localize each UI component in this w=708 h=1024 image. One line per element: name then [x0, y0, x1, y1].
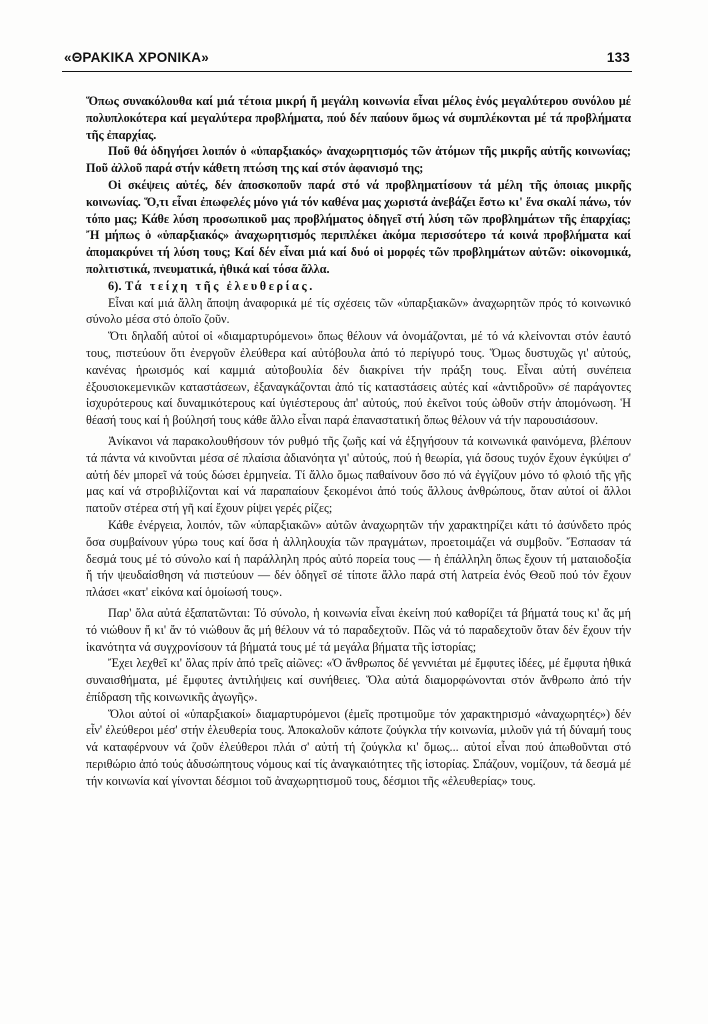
header-rule — [62, 71, 632, 72]
paragraph-10: Ὅλοι αὐτοί οἱ «ὑπαρξιακοί» διαμαρτυρόμενοι (ἐμεῖς προτιμοῦμε τόν χαρακτηρισμό «ἀναχωρητές») δέν εἶν' ἐλεύθεροι μέσ' στήν ἐλευθερία τους. Ἀποκαλοῦν κάποτε ζούγκλα τήν κοινωνία, μιλοῦν γιά τή δύναμή τους νά καταφέρνουν νά ζοῦν ἐλεύθεροι πλάι σ' αὐτή τή ζούγκλα κι' ὅμως... αὐτοί εἶναι πού ἀπωθοῦνται στό περιθώριο ἀπό τούς ἀδυσώπητους νόμους καί τίς ἀναγκαιότητες τῆς ἱστορίας. Σπάζουν, νομίζουν, τά δεσμά μέ τήν κοινωνία καί γίνονται δέσμιοι τοῦ ἀναχωρητισμοῦ τους, δέσμιοι τῆς «ἐλευθερίας» τους. — [86, 706, 631, 788]
page-number: 133 — [606, 50, 630, 65]
paragraph-4: Εἶναι καί μιά ἄλλη ἄποψη ἀναφορικά μέ τίς σχέσεις τῶν «ὑπαρξιακῶν» ἀναχωρητῶν πρός τό κοινωνικό σύνολο μέσα στό ὁποῖο ζοῦν. — [86, 295, 631, 327]
journal-title: «ΘΡΑΚΙΚΑ ΧΡΟΝΙΚΑ» — [64, 50, 209, 65]
paragraph-3: Οἱ σκέψεις αὐτές, δέν ἀποσκοποῦν παρά στό νά προβληματίσουν τά μέλη τῆς ὁποιας μικρῆς κοινωνίας. Ὅ,τι εἶναι ἐπωφελές μόνο γιά τόν καθένα μας χωριστά ἀνεβάζει ἔστω κι' ἕνα σκαλί πάνω, τόν τόπο μας; Κάθε λύση προσωπικοῦ μας προβλήματος ὁδηγεῖ στή λύση τῶν προβλημάτων τῆς ἐπαρχίας; Ἤ μήπως ὁ «ὑπαρξιακός» ἀναχωρητισμός περιπλέκει ἀκόμα περισσότερο τά κοινά προβλήματα καί ἀπομακρύνει τή λύση τους; Καί δέν εἶναι μιά καί δυό οἱ μορφές τῶν προβλημάτων αὐτῶν: οἰκονομικά, πολιτιστικά, πνευματικά, ἠθικά καί τόσα ἄλλα. — [86, 177, 631, 276]
section-number: 6). — [108, 278, 122, 293]
section-heading — [86, 278, 631, 295]
paragraph-2: Ποῦ θά ὁδηγήσει λοιπόν ὁ «ὑπαρξιακός» ἀναχωρητισμός τῶν ἀτόμων τῆς μικρῆς αὐτῆς κοινωνίας; Ποῦ ἀλλοῦ παρά στήν κάθετη πτώση της καί στόν ἀφανισμό της; — [86, 144, 631, 176]
paragraph-8: Παρ' ὅλα αὐτά ἐξαπατῶνται: Τό σύνολο, ἡ κοινωνία εἶναι ἐκείνη πού καθορίζει τά βήματά τους κι' ἄς μή τό νιώθουν ἤ κι' ἄν τό νιώθουν ἄς μή θέλουν νά τό παραδεχτοῦν. Πῶς νά τό παραδεχτοῦν ὅταν δέν ἔχουν τήν ἱκανότητα νά συγχρονίσουν τά βήματά τους μέ τά μεγάλα βήματα τῆς ἱστορίας; — [86, 605, 631, 654]
paragraph-7: Κάθε ἐνέργεια, λοιπόν, τῶν «ὑπαρξιακῶν» αὐτῶν ἀναχωρητῶν τήν χαρακτηρίζει κάτι τό ἀσύνδετο πρός ὅσα συμβαίνουν γύρω τους καί ὅσα ἡ ἀλληλουχία τῶν πραγμάτων, προετοιμάζει νά συμβοῦν. Ἔσπασαν τά δεσμά τους μέ τό σύνολο καί ἡ παράλληλη πρός αὐτό πορεία τους — ἡ ἐπάλληλη ὅπως ἔχουν τή ματαιοδοξία ἤ τήν ψευδαίσθηση νά πιστεύουν — δέν ὁδηγεῖ σέ τίποτε ἄλλο παρά στή λατρεία ἑνός Θεοῦ πού τόν ἔχουν πλάσει «κατ' εἰκόνα καί ὁμοίωσή τους». — [86, 517, 631, 600]
running-header — [64, 50, 630, 68]
paragraph-6: Ἀνίκανοι νά παρακολουθήσουν τόν ρυθμό τῆς ζωῆς καί νά ἐξηγήσουν τά κοινωνικά φαινόμενα, βλέπουν τά πάντα νά κινοῦνται μέσα σέ πλαίσια ἀδιανόητα γι' αὐτούς, πού ἡ θεωρία, γιά ὅσους τυχόν ἔχουν ἐγκύψει σ' αὐτή δέν μπορεῖ νά τούς δώσει ἑρμηνεία. Τί ἄλλο ὅμως παθαίνουν ὅσο πό νά ἐγγίζουν μόνο τό φλοιό τῆς γῆς μας καί νά στροβιλίζονται καί νά παραπαίουν ξεκομένοι ἀπό τούς ἄλλους ἀνθρώπους, ὅταν αὐτοί οἱ ἄλλοι πατοῦν στέρεα στή γῆ καί ἔχουν ρίψει γερές ρίζες; — [86, 433, 631, 516]
article-body — [86, 93, 631, 790]
section-title: Τά τείχη τῆς ἐλευθερίας. — [125, 278, 315, 293]
paragraph-1: Ὅπως συνακόλουθα καί μιά τέτοια μικρή ἤ μεγάλη κοινωνία εἶναι μέλος ἑνός μεγαλύτερου συνόλου μέ πολυπλοκότερα καί μεγαλύτερα προβλήματα, πού δέν παύουν ὅμως νά συμπλέκονται μέ τά προβλήματα τῆς ἐπαρχίας. — [86, 94, 631, 142]
paragraph-5: Ὅτι δηλαδή αὐτοί οἱ «διαμαρτυρόμενοι» ὅπως θέλουν νά ὀνομάζονται, μέ τό νά κλείνονται στόν ἑαυτό τους, πιστεύουν ὅτι ἐνεργοῦν ἐλεύθερα καί αὐτόβουλα ἀπό τό περίγυρό τους. Ὅμως δυστυχῶς γι' αὐτούς, κανένας ἡρωισμός καί καμμιά αὐτοβουλία δέν διακρίνει τήν πράξη τους. Εἶναι αὐτή συνέπεια ἐξουσιοκεμενικῶν καταστάσεων, ἐξαναγκάζονται ἀπό τίς καταστάσεις αὐτές καί «ἀντιδροῦν» σέ παράγοντες ἰσχυρότερους καί δυναμικότερους καί ὑγιέστερους ἀπ' αὐτούς, πού ἐκεῖνοι τούς ὠθοῦν στήν ἀπομόνωση. Ἡ θέασή τους καί ἡ βούλησή τους κάθε ἄλλο εἶναι παρά ἐπαναστατική ὅπως θέλουν νά τήν παρουσιάσουν. — [86, 329, 631, 428]
paragraph-9: Ἔχει λεχθεῖ κι' ὅλας πρίν ἀπό τρεῖς αἰῶνες: «Ὁ ἄνθρωπος δέ γεννιέται μέ ἔμφυτες ἰδέες, μέ ἔμφυτα ἠθικά συναισθήματα, μέ ἔμφυτες ἀντιλήψεις καί συνήθειες. Ὅλα αὐτά διαμορφώνονται στόν ἄνθρωπο ἀπό τήν ἐπίδραση τῆς κοινωνικῆς ἀγωγῆς». — [86, 656, 631, 704]
